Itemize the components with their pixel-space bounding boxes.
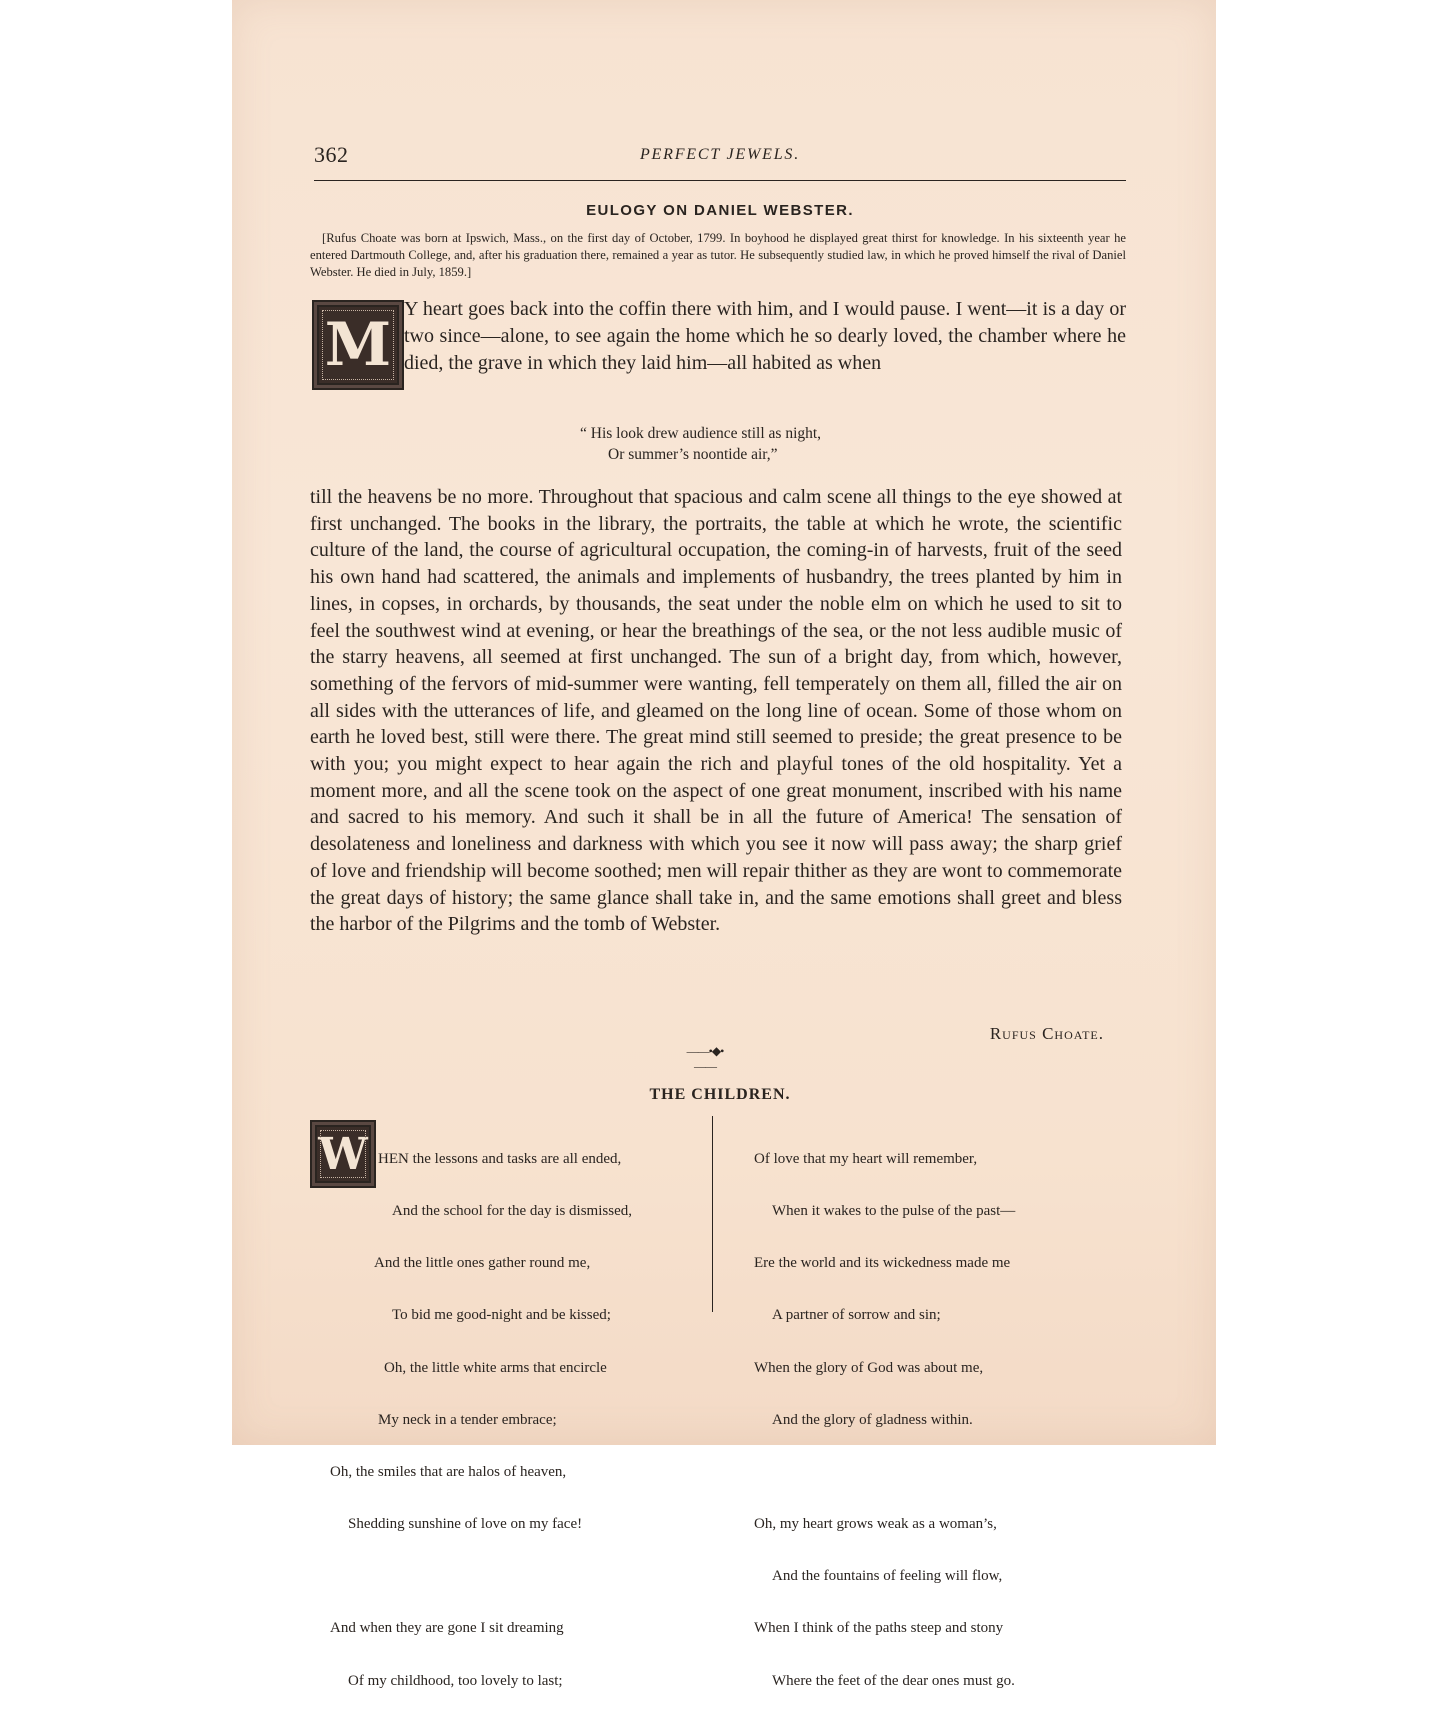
intro-note: [Rufus Choate was born at Ipswich, Mass., on the first day of October, 1799. In boyhood he displayed great thirst for knowledge. In his sixteenth year he entered Dartmouth College, and, after his graduation there, remained a year as tutor. He subsequently studied law, in which he proved himself the rival of Daniel Webster. He died in July, 1859.] <box>310 231 1126 279</box>
children-title: THE CHILDREN. <box>649 1086 791 1103</box>
poem-line: Oh, the little white arms that encircle <box>384 1359 607 1376</box>
column-divider <box>712 1116 713 1312</box>
drop-cap-m <box>312 300 404 390</box>
poem-line: Of love that my heart will remember, <box>754 1150 978 1167</box>
poem-line: And the fountains of feeling will flow, <box>772 1568 1003 1585</box>
drop-cap-letter: M <box>324 310 392 380</box>
poem-right-column <box>754 1116 1124 1725</box>
poem-line: Oh, my heart grows weak as a woman’s, <box>754 1515 997 1532</box>
section-divider-ornament: ——•◆•—— <box>686 1044 724 1073</box>
stanza-gap <box>754 1464 1124 1481</box>
header-rule <box>314 180 1126 181</box>
poem-line: And the little ones gather round me, <box>374 1255 591 1272</box>
poem-line: And the glory of gladness within. <box>772 1411 973 1428</box>
poem-line: When I think of the paths steep and stony <box>754 1620 1004 1637</box>
poem-line: And the school for the day is dismissed, <box>392 1203 632 1220</box>
poem-line: Oh, the smiles that are halos of heaven, <box>330 1464 567 1481</box>
running-head <box>314 142 1126 172</box>
eulogy-body: till the heavens be no more. Throughout that spacious and calm scene all things to the eye showed at first unchanged. The books in the library, the portraits, the table at which he wrote, the scientific culture of the land, the course of agricultural occupation, the coming-in of harvests, fruit of the seed his own hand had scattered, the animals and implements of husbandry, the trees planted by him in lines, in copses, in orchards, by thousands, the seat under the noble elm on which he used to sit to feel the southwest wind at evening, or hear the breathings of the sea, or the not less audible music of the starry heavens, all seemed at first unchanged. The sun of a bright day, from which, however, something of the fervors of mid-summer were wanting, fell temperately on them all, filled the air on all sides with the utterances of life, and gleamed on the long line of ocean. Some of those whom on earth he loved best, still were there. The great mind still seemed to preside; the great presence to be with you; you might expect to hear again the rich and playful tones of the old hospitality. Yet a moment more, and all the scene took on the aspect of one great monument, inscribed with his name and sacred to his memory. And such it shall be in all the future of America! The sensation of desolateness and loneliness and darkness with which you see it now will pass away; the sharp grief of love and friendship will become soothed; men will repair thither as they are wont to commemorate the great days of history; the same glance shall take in, and the same emotions shall greet and bless the harbor of the Pilgrims and the tomb of Webster. <box>310 486 1122 936</box>
poem-line: My neck in a tender embrace; <box>378 1411 557 1428</box>
poem-line: When it wakes to the pulse of the past— <box>772 1203 1016 1220</box>
drop-cap-w <box>310 1120 376 1188</box>
page-number: 362 <box>314 142 349 167</box>
poem-line: And when they are gone I sit dreaming <box>330 1620 564 1637</box>
poem-line: A partner of sorrow and sin; <box>772 1307 941 1324</box>
book-page <box>232 0 1216 1689</box>
poem-line: When the glory of God was about me, <box>754 1359 984 1376</box>
stanza-gap <box>374 1569 714 1586</box>
poem-line: Where the feet of the dear ones must go. <box>772 1672 1015 1689</box>
drop-cap-letter: W <box>318 1128 368 1180</box>
quote-line: “ His look drew audience still as night, <box>580 425 822 442</box>
verse-quote <box>580 423 980 465</box>
poem-line: Ere the world and its wickedness made me <box>754 1255 1011 1272</box>
poem-line: Of my childhood, too lovely to last; <box>348 1672 563 1689</box>
eulogy-title: EULOGY ON DANIEL WEBSTER. <box>586 202 854 219</box>
poem-left-column <box>330 1116 714 1725</box>
eulogy-opening-paragraph: Y heart goes back into the coffin there with him, and I would pause. I went—it is a day or two since—alone, to see again the home which he so dearly loved, the chamber where he died, the grave in which they laid him—all habited as when <box>404 298 1126 374</box>
running-title: PERFECT JEWELS. <box>639 146 801 163</box>
poem-line: HEN the lessons and tasks are all ended, <box>378 1150 622 1167</box>
author-signature: Rufus Choate. <box>989 1024 1104 1043</box>
quote-line: Or summer’s noontide air,” <box>608 446 778 463</box>
poem-line: To bid me good-night and be kissed; <box>392 1307 611 1324</box>
poem-line: Shedding sunshine of love on my face! <box>348 1516 583 1533</box>
